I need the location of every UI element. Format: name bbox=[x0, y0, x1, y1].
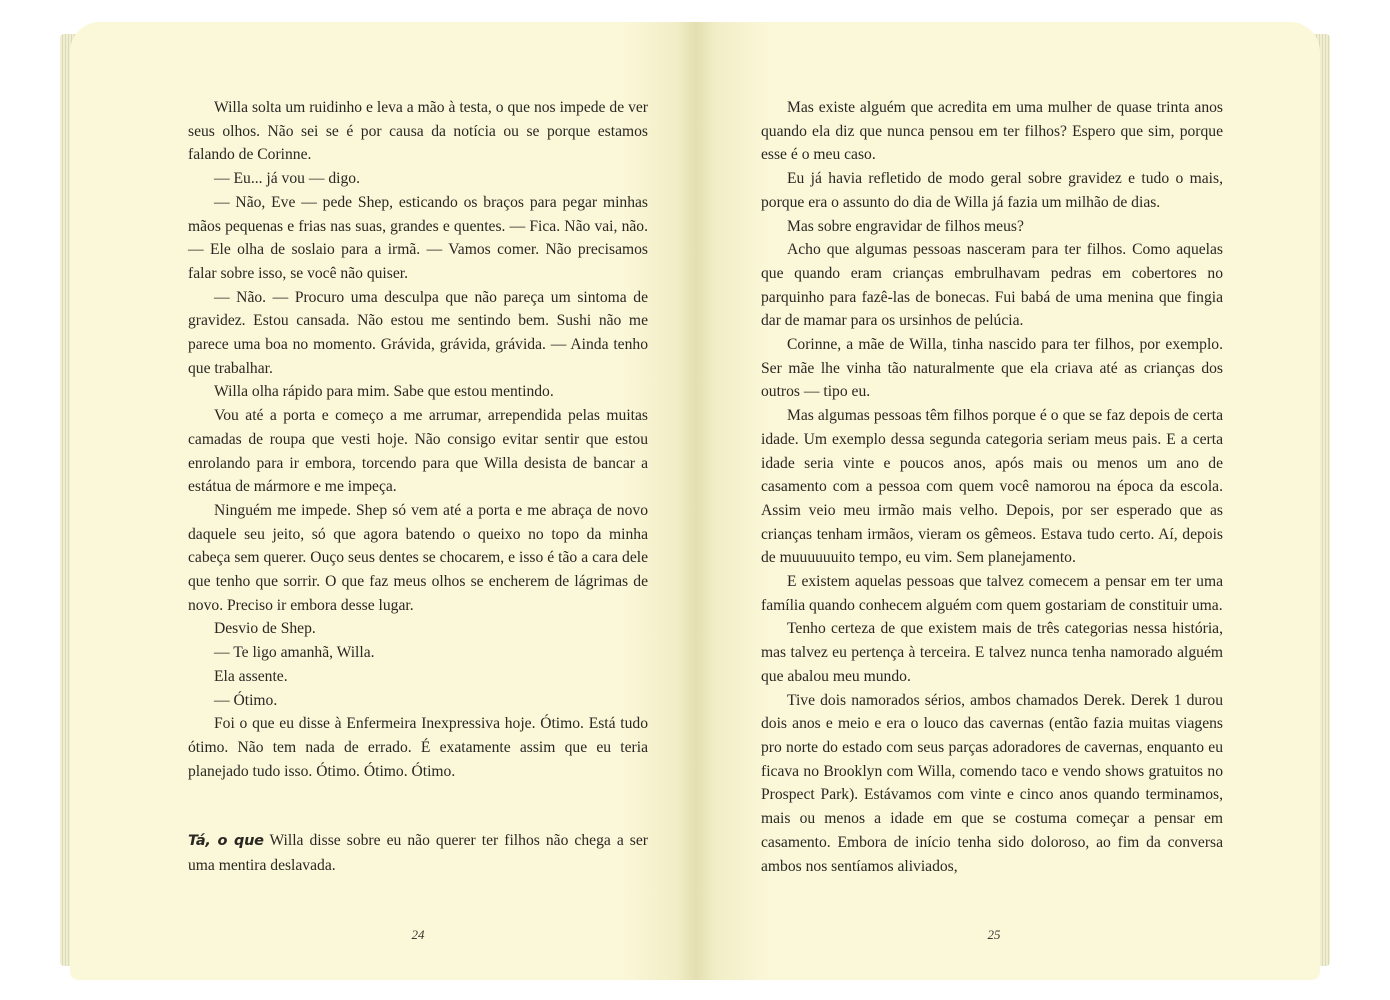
left-page bbox=[70, 22, 696, 980]
paragraph: Mas sobre engravidar de filhos meus? bbox=[787, 217, 1024, 235]
section-opening-paragraph bbox=[188, 829, 648, 877]
section-break bbox=[188, 783, 648, 829]
right-page-text bbox=[761, 96, 1223, 878]
open-book bbox=[60, 22, 1330, 980]
paragraph: — Te ligo amanhã, Willa. bbox=[214, 644, 375, 662]
paragraph: Foi o que eu disse à Enfermeira Inexpressiva hoje. Ótimo. Está tudo ótimo. Não tem nada de errado. É exatamente assim que eu teria planejado tudo isso. Ótimo. Ótimo. Ótimo. bbox=[188, 715, 648, 780]
paragraph: Willa olha rápido para mim. Sabe que estou mentindo. bbox=[214, 383, 554, 401]
paragraph: Desvio de Shep. bbox=[214, 620, 316, 638]
paragraph: — Não. — Procuro uma desculpa que não pareça um sintoma de gravidez. Estou cansada. Não estou me sentindo bem. Sushi não me parece uma boa no momento. Grávida, grávida, grávida. — Ainda tenho que trabalhar. bbox=[188, 288, 648, 377]
paragraph: Mas existe alguém que acredita em uma mulher de quase trinta anos quando ela diz que nunca pensou em ter filhos? Espero que sim, porque esse é o meu caso. bbox=[761, 99, 1223, 164]
paragraph: Tive dois namorados sérios, ambos chamados Derek. Derek 1 durou dois anos e meio e era o louco das cavernas (então fazia muitas viagens pro norte do estado com seus parças adoradores de cavernas, enquanto eu ficava no Brooklyn com Willa, comendo taco e vendo shows gratuitos no Prospect Park). Estávamos com vinte e cinco anos quando terminamos, mais ou menos a idade em que se costuma começar a pensar em casamento. Embora de início tenha sido doloroso, ao fim da conversa ambos nos sentíamos aliviados, bbox=[761, 691, 1223, 875]
paragraph: Mas algumas pessoas têm filhos porque é o que se faz depois de certa idade. Um exemplo dessa segunda categoria seriam meus pais. E a certa idade seria vinte e poucos anos, após mais ou menos um ano de casamento com a pessoa com quem você namorou na época da escola. Assim veio meu irmão mais velho. Depois, por ser esperado que as crianças tenham irmãos, vieram os gêmeos. Estava tudo certo. Aí, depois de muuuuuuito tempo, eu vim. Sem planejamento. bbox=[761, 407, 1223, 567]
paragraph: Acho que algumas pessoas nasceram para ter filhos. Como aquelas que quando eram crianças embrulhavam pedras em cobertores no parquinho para fazê-las de bonecas. Fui babá de uma menina que fingia dar de mamar para os ursinhos de pelúcia. bbox=[761, 241, 1223, 330]
paragraph: Corinne, a mãe de Willa, tinha nascido para ter filhos, por exemplo. Ser mãe lhe vinha tão naturalmente que ela criava até as crianças dos outros — tipo eu. bbox=[761, 336, 1223, 401]
section-lead-in: Tá, o que bbox=[188, 833, 264, 850]
paragraph: — Não, Eve — pede Shep, esticando os braços para pegar minhas mãos pequenas e frias nas suas, grandes e quentes. — Fica. Não vai, não. — Ele olha de soslaio para a irmã. — Vamos comer. Não precisamos falar sobre isso, se você não quiser. bbox=[188, 193, 648, 282]
right-page bbox=[696, 22, 1320, 980]
paragraph: — Eu... já vou — digo. bbox=[214, 170, 360, 188]
paragraph: Ela assente. bbox=[214, 667, 288, 685]
page-number-left: 24 bbox=[411, 927, 425, 942]
paragraph: Eu já havia refletido de modo geral sobre gravidez e tudo o mais, porque era o assunto do dia de Willa já fazia um milhão de dias. bbox=[761, 170, 1223, 211]
paragraph: — Ótimo. bbox=[214, 691, 278, 709]
paragraph: Willa solta um ruidinho e leva a mão à testa, o que nos impede de ver seus olhos. Não sei se é por causa da notícia ou se porque estamos falando de Corinne. bbox=[188, 99, 648, 164]
page-number-right: 25 bbox=[987, 927, 1001, 942]
paragraph: Vou até a porta e começo a me arrumar, arrependida pelas muitas camadas de roupa que vesti hoje. Não consigo evitar sentir que estou enrolando para ir embora, torcendo para que Willa desista de bancar a estátua de mármore e me impeça. bbox=[188, 407, 648, 496]
paragraph: Ninguém me impede. Shep só vem até a porta e me abraça de novo daquele seu jeito, só que agora batendo o queixo no topo da minha cabeça sem querer. Ouço seus dentes se chocarem, e isso é tão a cara dele que tenho que sorrir. O que faz meus olhos se encherem de lágrimas de novo. Preciso ir embora desse lugar. bbox=[188, 501, 648, 614]
section-opening-text: Willa disse sobre eu não querer ter filhos não chega a ser uma mentira deslavada. bbox=[188, 832, 648, 875]
left-page-text bbox=[188, 96, 648, 878]
paragraph: Tenho certeza de que existem mais de três categorias nessa história, mas talvez eu pertença à terceira. E talvez nunca tenha namorado alguém que abalou meu mundo. bbox=[761, 620, 1223, 685]
paragraph: E existem aquelas pessoas que talvez comecem a pensar em ter uma família quando conhecem alguém com quem gostariam de constituir uma. bbox=[761, 573, 1223, 614]
